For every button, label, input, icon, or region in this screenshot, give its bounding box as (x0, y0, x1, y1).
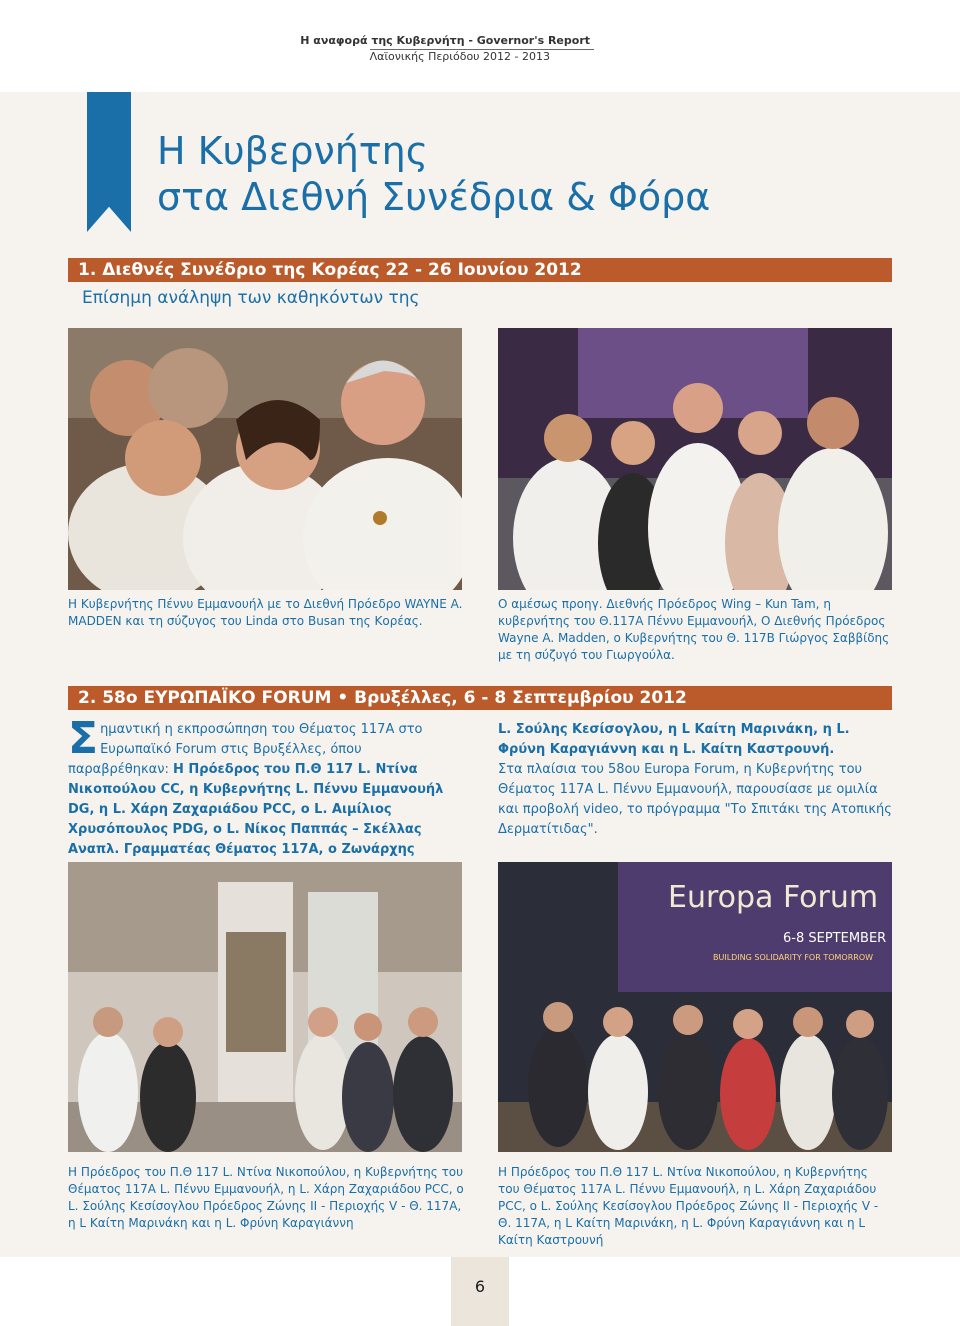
section2-attendees-cont: L. Σούλης Κεσίσογλου, η L Καίτη Μαρινάκη, η L. Φρύνη Καραγιάννη και η L. Καίτη Καστρουνή. (498, 722, 850, 757)
page-title (157, 128, 710, 220)
page-number: 6 (474, 1277, 486, 1296)
caption-photo3: Η Πρόεδρος του Π.Θ 117 L. Ντίνα Νικοπούλου, η Κυβερνήτης του Θέματος 117Α L. Πέννυ Εμμανουήλ, η L. Χάρη Ζαχαριάδου PCC, ο L. Σούλης Κεσίσογλου Πρόεδρος Ζώνης ΙΙ - Περιοχής V - Θ. 117Α, η L Καίτη Μαρινάκη και η L. Φρύνη Καραγιάννη (68, 1165, 464, 1230)
banner-title-text: Europa Forum (668, 880, 879, 915)
section2-attendees: Η Πρόεδρος του Π.Θ 117 L. Ντίνα Νικοπούλου CC, η Κυβερνήτης L. Πέννυ Εμμανουήλ DG, η L. Χάρη Ζαχαριάδου PCC, ο L. Αιμίλιος Χρυσόπουλος PDG, ο L. Νίκος Παππάς – Σκέλλας Αναπλ. Γραμματέας Θέματος 117Α, ο Ζωνάρχης (68, 762, 444, 857)
section2-right-text (498, 720, 892, 840)
section2-left-text (68, 713, 464, 860)
section1-heading: 1. Διεθνές Συνέδριο της Κορέας 22 - 26 Ιουνίου 2012 (68, 258, 892, 282)
bookmark-ribbon (87, 92, 131, 232)
caption-photo2: Ο αμέσως προηγ. Διεθνής Πρόεδρος Wing – Kun Tam, η κυβερνήτης του Θ.117Α Πέννυ Εμμανουήλ, Ο Διεθνής Πρόεδρος Wayne A. Madden, ο Κυβερνήτης του Θ. 117Β Γιώργος Σαββίδης με τη σύζυγό του Γιωργούλα. (498, 597, 890, 662)
caption-photo4: Η Πρόεδρος του Π.Θ 117 L. Ντίνα Νικοπούλου, η Κυβερνήτης του Θέματος 117Α L. Πέννυ Εμμανουήλ, η L. Χάρη Ζαχαριάδου PCC, ο L. Σούλης Κεσίσογλου Πρόεδρος Ζώνης ΙΙ - Περιοχής V - Θ. 117Α, η L Καίτη Μαρινάκη, η L. Φρύνη Καραγιάννη και η L Καίτη Καστρουνή (498, 1165, 879, 1247)
page-header (0, 0, 960, 92)
report-period: Λαϊονικής Περιόδου 2012 - 2013 (369, 50, 550, 63)
section2-heading: 2. 58ο ΕΥΡΩΠΑΪΚΟ FORUM • Βρυξέλλες, 6 - 8 Σεπτεμβρίου 2012 (68, 686, 892, 710)
caption-photo1: Η Κυβερνήτης Πέννυ Εμμανουήλ με το Διεθνή Πρόεδρο WAYNE A. MADDEN και τη σύζυγος του Linda στο Busan της Κορέας. (68, 597, 463, 628)
photo-governor-with-president (68, 328, 462, 590)
report-title: Η αναφορά της Κυβερνήτη - Governor's Report (300, 34, 590, 47)
section2-lead: ημαντική η εκπροσώπηση του Θέματος 117Α στο Ευρωπαϊκό Forum στις Βρυξέλλες, όπου παραβρέθηκαν: (68, 722, 423, 777)
photo-forum-group-left (68, 862, 462, 1152)
page-number-box (451, 1257, 509, 1326)
page-title-line2: στα Διεθνή Συνέδρια & Φόρα (157, 175, 711, 219)
section2-forum-note: Στα πλαίσια του 58ου Europa Forum, η Κυβερνήτης του Θέματος 117Α L. Πέννυ Εμμανουήλ, παρουσίασε με ομιλία και προβολή video, το πρόγραμμα "Το Σπιτάκι της Ατοπικής Δερματίτιδας". (498, 762, 892, 837)
photo-international-presidents (498, 328, 892, 590)
banner-slogan-text: BUILDING SOLIDARITY FOR TOMORROW (713, 953, 874, 962)
section1-subheading: Επίσημη ανάληψη των καθηκόντων της (82, 288, 420, 308)
dropcap-letter: Σ (68, 713, 99, 764)
page-title-line1: Η Κυβερνήτης (157, 129, 429, 173)
banner-date-text: 6-8 SEPTEMBER (783, 931, 887, 946)
photo-forum-group-right (498, 862, 892, 1152)
